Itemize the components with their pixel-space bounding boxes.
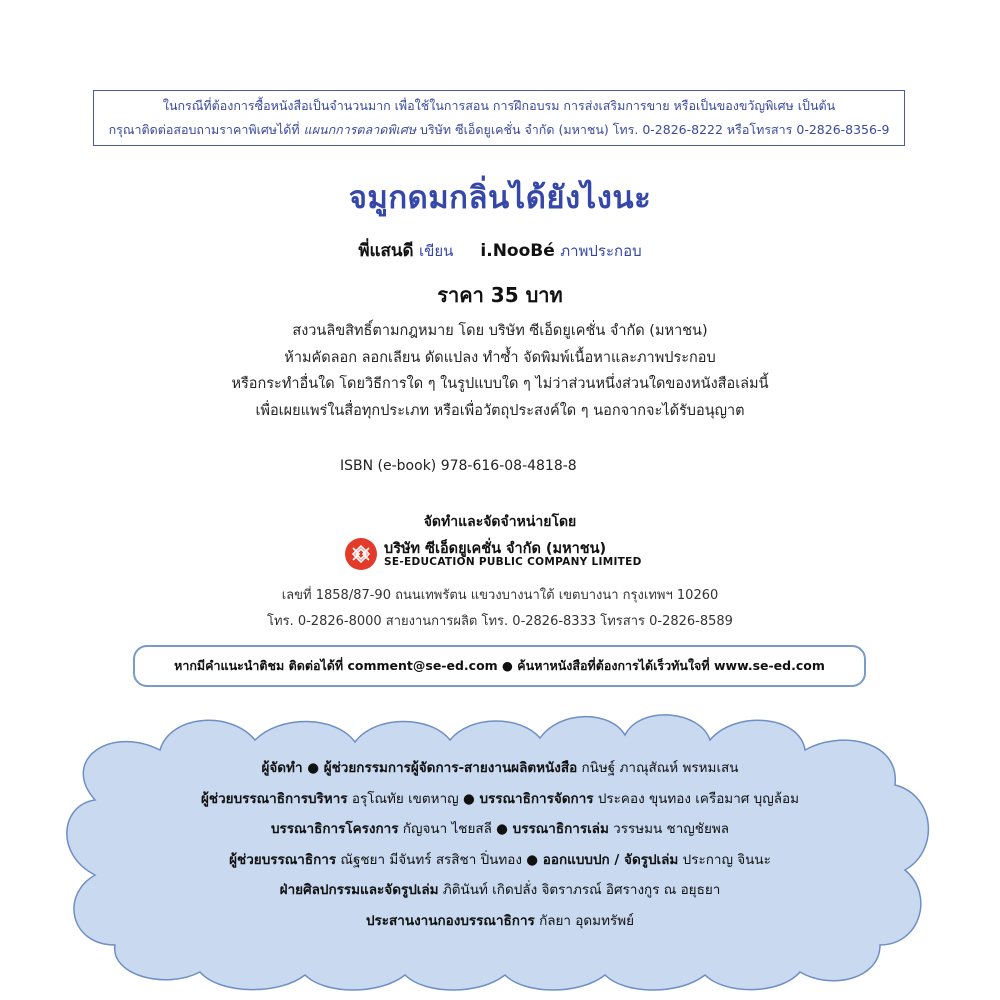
- publisher-phones: โทร. 0-2826-8000 สายงานการผลิต โทร. 0-2826-8333 โทรสาร 0-2826-8589: [267, 614, 733, 629]
- staff-row: [0, 906, 1000, 937]
- copyright-line: หรือกระทำอื่นใด โดยวิธีการใด ๆ ในรูปแบบใด ๆ ไม่ว่าส่วนหนึ่งส่วนใดของหนังสือเล่มนี้: [231, 376, 769, 392]
- publisher-heading: จัดทำและจัดจำหน่ายโดย: [423, 514, 577, 530]
- special-marketing-dept: แผนกการตลาดพิเศษ: [303, 122, 417, 137]
- staff-role: ผู้จัดทำ ● ผู้ช่วยกรรมการผู้จัดการ-สายงานผลิตหนังสือ: [261, 760, 578, 776]
- feedback-contact-bar: หากมีคำแนะนำติชม ติดต่อได้ที่ comment@se-ed.com ● ค้นหาหนังสือที่ต้องการได้เร็วทันใจที่ www.se-ed.com: [133, 645, 866, 687]
- staff-credits: [0, 753, 1000, 936]
- notice-contact: บริษัท ซีเอ็ดยูเคชั่น จำกัด (มหาชน) โทร. 0-2826-8222 หรือโทรสาร 0-2826-8356-9: [416, 122, 890, 137]
- book-price: ราคา 35 บาท: [437, 283, 563, 307]
- notice-line-2: [94, 118, 904, 142]
- copyright-notice: [0, 318, 1000, 424]
- staff-names: กนิษฐ์ ภาณุสัณห์ พรหมเสน: [577, 760, 739, 776]
- notice-text: กรุณาติดต่อสอบถามราคาพิเศษได้ที่: [108, 122, 304, 137]
- company-name-english: SE-EDUCATION PUBLIC COMPANY LIMITED: [384, 556, 642, 568]
- staff-role: ผู้ช่วยบรรณาธิการ: [229, 851, 337, 868]
- staff-role: ฝ่ายศิลปกรรมและจัดรูปเล่ม: [279, 882, 439, 898]
- staff-row: [0, 753, 1000, 784]
- illustrator-name: i.NooBé: [480, 241, 555, 261]
- staff-names: ภิตินันท์ เกิดปลั่ง จิตราภรณ์ อิศรางกูร ณ อยุธยา: [438, 882, 721, 898]
- staff-names: ประคอง ขุนทอง เครือมาศ บุญล้อม: [593, 790, 799, 807]
- staff-names: อรุโณทัย เขตหาญ: [347, 790, 463, 807]
- staff-names: วรรษมน ชาญชัยพล: [608, 821, 730, 837]
- staff-names: ณัฐชยา มีจันทร์ สรสิชา ปิ่นทอง: [336, 851, 527, 868]
- author-name: พี่แสนดี: [358, 241, 414, 261]
- staff-role: บรรณาธิการโครงการ: [270, 821, 399, 837]
- staff-role: ● บรรณาธิการจัดการ: [462, 790, 594, 807]
- notice-line-1: ในกรณีที่ต้องการซื้อหนังสือเป็นจำนวนมาก เพื่อใช้ในการสอน การฝึกอบรม การส่งเสริมการขาย หรือเป็นของขวัญพิเศษ เป็นต้น: [162, 98, 836, 113]
- staff-names: กัลยา อุดมทรัพย์: [534, 912, 635, 929]
- copyright-line: ห้ามคัดลอก ลอกเลียน ดัดแปลง ทำซ้ำ จัดพิมพ์เนื้อหาและภาพประกอบ: [284, 349, 716, 366]
- staff-row: [0, 784, 1000, 815]
- staff-row: [0, 845, 1000, 876]
- staff-row: [0, 875, 1000, 906]
- author-role: เขียน: [418, 242, 454, 260]
- illustrator-role: ภาพประกอบ: [560, 242, 642, 260]
- copyright-line: เพื่อเผยแพร่ในสื่อทุกประเภท หรือเพื่อวัตถุประสงค์ใด ๆ นอกจากจะได้รับอนุญาต: [255, 402, 745, 419]
- copyright-line: สงวนลิขสิทธิ์ตามกฎหมาย โดย บริษัท ซีเอ็ดยูเคชั่น จำกัด (มหาชน): [292, 323, 708, 339]
- staff-names: ประกาญ จินนะ: [678, 851, 771, 868]
- staff-row: [0, 814, 1000, 845]
- bulk-order-notice: [93, 90, 905, 146]
- se-ed-logo-icon: [345, 538, 377, 570]
- company-name-thai: บริษัท ซีเอ็ดยูเคชั่น จำกัด (มหาชน): [384, 541, 607, 557]
- publisher-address: เลขที่ 1858/87-90 ถนนเทพรัตน แขวงบางนาใต้ เขตบางนา กรุงเทพฯ 10260: [281, 588, 719, 603]
- staff-names: กัญจนา ไชยสลี: [398, 821, 497, 837]
- staff-role: ● ออกแบบปก / จัดรูปเล่ม: [526, 851, 679, 868]
- isbn: ISBN (e-book) 978-616-08-4818-8: [340, 458, 577, 474]
- staff-role: ● บรรณาธิการเล่ม: [496, 821, 609, 837]
- book-credits: [0, 237, 1000, 264]
- book-title: จมูกดมกลิ่นได้ยังไงนะ: [348, 180, 652, 216]
- staff-role: ผู้ช่วยบรรณาธิการบริหาร: [201, 790, 348, 807]
- publisher-address-block: [0, 583, 1000, 635]
- staff-role: ประสานงานกองบรรณาธิการ: [365, 912, 535, 929]
